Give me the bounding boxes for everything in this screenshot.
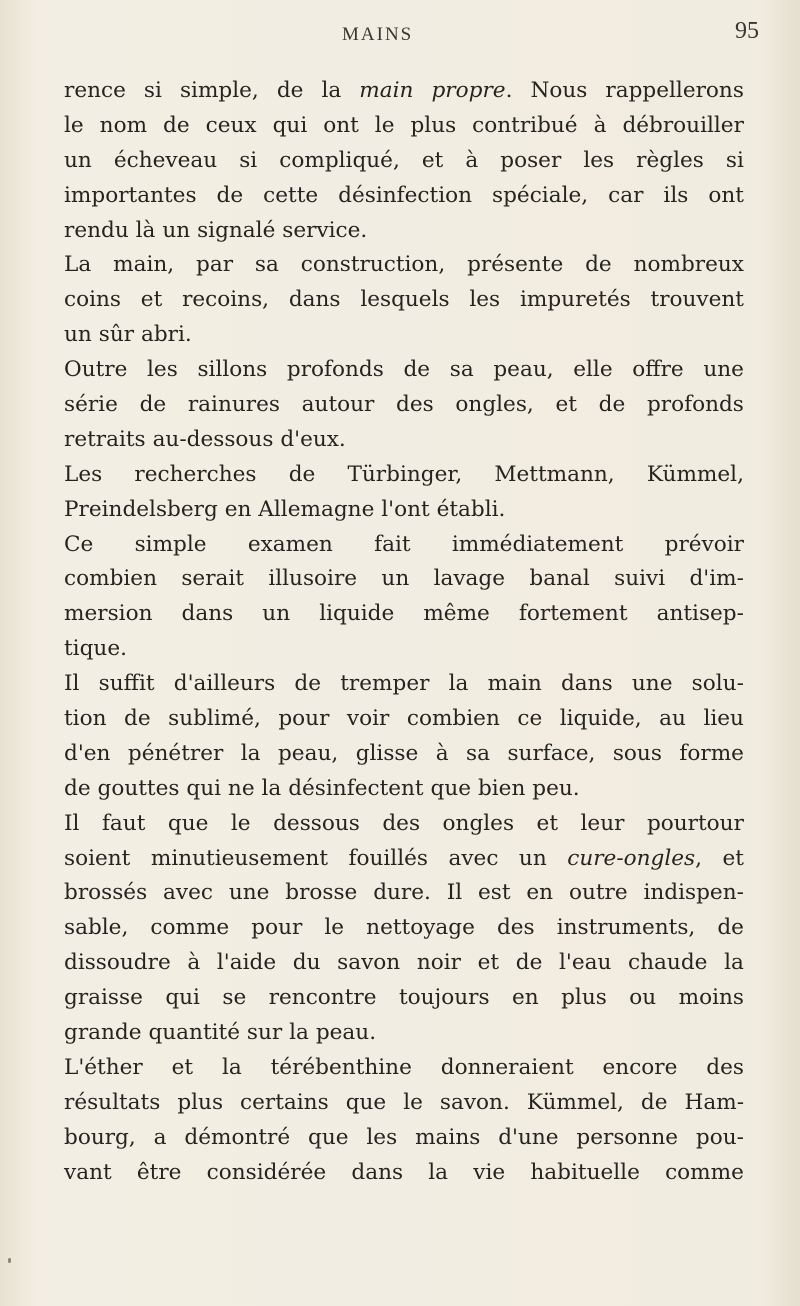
word: sa — [466, 740, 491, 766]
word: outre — [568, 880, 628, 906]
word: être — [136, 1159, 182, 1185]
word: chaude — [628, 950, 708, 976]
word: suffit — [98, 671, 155, 697]
word: gouttes — [97, 775, 180, 801]
word: encore — [602, 1054, 678, 1080]
text-line — [64, 1051, 744, 1086]
text-line — [64, 423, 744, 458]
word: simple — [134, 531, 207, 557]
word: que — [345, 1089, 387, 1115]
word: d'une — [498, 1124, 559, 1150]
word: se — [222, 985, 247, 1011]
word: de — [515, 950, 543, 976]
word: le — [374, 112, 395, 138]
word: peau, — [493, 357, 554, 383]
word: sable, — [64, 915, 129, 941]
text-line — [64, 702, 744, 737]
word: serait — [181, 566, 244, 592]
text-line — [64, 842, 744, 877]
word: Ham- — [684, 1089, 744, 1115]
text-line — [64, 981, 744, 1016]
word: poser — [500, 147, 562, 173]
text-line — [64, 737, 744, 772]
body-text — [64, 74, 744, 1191]
word: que — [430, 775, 472, 801]
word: la — [724, 950, 744, 976]
word: établi. — [436, 496, 506, 522]
word: sublimé, — [168, 706, 261, 732]
word: combien — [406, 706, 500, 732]
text-line — [64, 911, 744, 946]
word: pour — [278, 706, 330, 732]
word: forme — [679, 740, 744, 766]
word: prévoir — [664, 531, 744, 557]
word: certains — [240, 1089, 329, 1115]
word: l'eau — [559, 950, 612, 976]
word: des — [706, 1054, 744, 1080]
word: de — [276, 78, 304, 103]
word: sa — [254, 252, 279, 278]
word: la — [448, 671, 469, 697]
word: cette — [263, 182, 319, 208]
word: là — [135, 217, 156, 243]
word: voir — [346, 706, 390, 732]
word: instruments, — [556, 915, 696, 941]
word: en — [224, 496, 252, 522]
word: vant — [64, 1159, 112, 1185]
word: désinfection — [338, 182, 473, 208]
word: de — [139, 392, 167, 418]
word: la — [289, 1020, 309, 1046]
word: vie — [473, 1159, 506, 1185]
word: la — [321, 78, 342, 103]
word: à — [465, 147, 479, 173]
word: savon — [337, 950, 401, 976]
word: pénétrer — [127, 740, 224, 766]
word: dans — [351, 1159, 404, 1185]
word: spéciale, — [492, 182, 589, 208]
word: sûr — [98, 322, 135, 348]
text-line — [64, 772, 744, 807]
word: le — [403, 1089, 423, 1115]
word: offre — [632, 357, 684, 383]
word: main — [359, 78, 414, 103]
word: fouillés — [348, 845, 428, 871]
word: simple, — [179, 78, 259, 103]
text-line — [64, 248, 744, 283]
word: avec — [163, 880, 213, 906]
word: moins — [678, 985, 744, 1011]
word: que — [167, 810, 209, 836]
word: donneraient — [440, 1054, 574, 1080]
word: écheveau — [113, 147, 218, 173]
page-number: 95 — [735, 18, 759, 44]
word: Il — [446, 880, 463, 906]
word: si — [725, 147, 744, 173]
word: dure. — [373, 880, 431, 906]
word: suivi — [614, 566, 666, 592]
word: et — [555, 392, 577, 418]
word: abri. — [140, 322, 192, 348]
word: un — [381, 566, 410, 592]
word: par — [196, 252, 234, 278]
word: qui — [186, 775, 222, 801]
word: service. — [282, 217, 368, 243]
word: brossés — [64, 880, 148, 906]
word: de — [288, 461, 316, 487]
word: fortement — [518, 601, 628, 627]
word: leur — [580, 810, 625, 836]
word: les — [583, 147, 615, 173]
word: du — [292, 950, 321, 976]
word: cure-ongles, — [567, 845, 702, 871]
text-line — [64, 74, 744, 109]
text-line — [64, 946, 744, 981]
word: même — [423, 601, 490, 627]
word: comme — [665, 1159, 744, 1185]
word: des — [496, 915, 535, 941]
text-line — [64, 1086, 744, 1121]
word: plus — [410, 112, 457, 138]
word: Outre — [64, 357, 128, 383]
word: ou — [629, 985, 657, 1011]
word: ils — [663, 182, 689, 208]
word: térébenthine — [270, 1054, 412, 1080]
word: combien — [64, 566, 157, 592]
word: le — [230, 810, 251, 836]
word: peu. — [532, 775, 580, 801]
word: et — [722, 845, 744, 871]
word: en — [511, 985, 539, 1011]
word: et — [421, 147, 444, 173]
word: de — [717, 915, 744, 941]
text-line — [64, 1156, 744, 1191]
word: toujours — [398, 985, 490, 1011]
word: signalé — [197, 217, 276, 243]
word: de — [163, 112, 190, 138]
word: dessous — [273, 810, 360, 836]
text-line — [64, 179, 744, 214]
word: nettoyage — [366, 915, 475, 941]
word: lieu — [703, 706, 744, 732]
text-line — [64, 807, 744, 842]
word: et — [477, 950, 500, 976]
word: nom — [99, 112, 148, 138]
word: que — [308, 1124, 349, 1150]
word: avec — [448, 845, 499, 871]
text-line — [64, 388, 744, 423]
word: une — [703, 357, 744, 383]
word: examen — [247, 531, 333, 557]
word: noir — [416, 950, 461, 976]
word: de — [585, 252, 612, 278]
word: peau, — [277, 740, 339, 766]
word: sous — [612, 740, 662, 766]
word: minutieusement — [150, 845, 329, 871]
text-line — [64, 667, 744, 702]
word: comme — [150, 915, 230, 941]
word: à — [593, 112, 607, 138]
word: de — [598, 392, 626, 418]
running-title: MAINS — [342, 24, 414, 45]
word: et — [171, 1054, 194, 1080]
word: si — [143, 78, 162, 103]
word: banal — [529, 566, 590, 592]
word: rence — [64, 78, 126, 103]
word: Il — [64, 671, 80, 697]
word: des — [396, 392, 434, 418]
text-line — [64, 1121, 744, 1156]
word: un — [262, 601, 291, 627]
word: de — [640, 1089, 668, 1115]
word: profonds — [646, 392, 744, 418]
word: et — [536, 810, 559, 836]
word: de — [216, 182, 244, 208]
word: antisep- — [656, 601, 744, 627]
word: immédiatement — [451, 531, 624, 557]
word: a — [153, 1124, 167, 1150]
word: d'ailleurs — [173, 671, 276, 697]
word: tique. — [64, 636, 127, 662]
word: ont — [323, 112, 359, 138]
word: le — [324, 915, 345, 941]
text-line — [64, 109, 744, 144]
word: habituelle — [530, 1159, 640, 1185]
word: règles — [636, 147, 704, 173]
word: elle — [573, 357, 613, 383]
word: nombreux — [633, 252, 744, 278]
text-line — [64, 318, 744, 353]
word: sa — [449, 357, 474, 383]
word: La — [64, 252, 92, 278]
word: présente — [467, 252, 564, 278]
word: dans — [181, 601, 234, 627]
word: une — [228, 880, 270, 906]
word: faut — [101, 810, 146, 836]
word: car — [608, 182, 644, 208]
word: ongles — [442, 810, 515, 836]
word: un — [162, 217, 191, 243]
word: si — [239, 147, 258, 173]
word: d'en — [64, 740, 111, 766]
word: dans — [560, 671, 613, 697]
word: ce — [517, 706, 543, 732]
word: de — [64, 775, 91, 801]
word: qui — [272, 112, 308, 138]
text-line — [64, 562, 744, 597]
word: impuretés — [519, 287, 631, 313]
word: graisse — [64, 985, 143, 1011]
word: la — [428, 1159, 449, 1185]
word: glisse — [355, 740, 419, 766]
word: Kümmel, — [646, 461, 744, 487]
word: de — [403, 357, 431, 383]
word: fait — [374, 531, 411, 557]
word: au — [659, 706, 686, 732]
word: rainures — [187, 392, 280, 418]
word: grande — [64, 1020, 142, 1046]
word: Il — [64, 810, 80, 836]
text-line — [64, 214, 744, 249]
word: démontré — [184, 1124, 291, 1150]
word: en — [526, 880, 554, 906]
word: des — [382, 810, 421, 836]
word: liquide, — [559, 706, 642, 732]
word: sur — [246, 1020, 283, 1046]
word: peau. — [315, 1020, 377, 1046]
word: brosse — [285, 880, 358, 906]
word: illusoire — [268, 566, 358, 592]
word: personne — [576, 1124, 679, 1150]
word: à — [187, 950, 201, 976]
word: lavage — [433, 566, 506, 592]
page-blemish — [8, 1258, 11, 1263]
word: d'im- — [689, 566, 744, 592]
text-line — [64, 1016, 744, 1051]
word: compliqué, — [279, 147, 400, 173]
word: rendu — [64, 217, 129, 243]
word: considérée — [206, 1159, 327, 1185]
word: profonds — [286, 357, 384, 383]
word: autour — [301, 392, 375, 418]
word: Nous — [530, 78, 588, 103]
word: Allemagne — [258, 496, 375, 522]
word: ceux — [205, 112, 257, 138]
word: pourtour — [646, 810, 744, 836]
word: au-dessous — [152, 426, 274, 452]
word: est — [478, 880, 511, 906]
word: à — [435, 740, 449, 766]
word: Türbinger, — [347, 461, 463, 487]
word: recoins, — [182, 287, 270, 313]
word: la — [221, 1054, 242, 1080]
word: de — [294, 671, 322, 697]
word: pour — [251, 915, 303, 941]
word: l'ont — [381, 496, 430, 522]
word: construction, — [300, 252, 446, 278]
word: coins — [64, 287, 121, 313]
text-line — [64, 353, 744, 388]
word: série — [64, 392, 118, 418]
word: recherches — [134, 461, 257, 487]
word: retraits — [64, 426, 146, 452]
text-line — [64, 632, 744, 667]
word: L'éther — [64, 1054, 143, 1080]
word: dissoudre — [64, 950, 171, 976]
word: tremper — [340, 671, 430, 697]
word: rencontre — [268, 985, 377, 1011]
text-line — [64, 144, 744, 179]
word: Mettmann, — [494, 461, 615, 487]
word: Kümmel, — [526, 1089, 624, 1115]
word: ongles, — [455, 392, 534, 418]
word: indispen- — [643, 880, 744, 906]
word: quantité — [148, 1020, 240, 1046]
text-line — [64, 493, 744, 528]
word: solu- — [691, 671, 744, 697]
text-line — [64, 876, 744, 911]
word: ont — [708, 182, 744, 208]
word: un — [64, 322, 92, 348]
word: tion — [64, 706, 107, 732]
word: désinfectent — [288, 775, 424, 801]
word: Preindelsberg — [64, 496, 218, 522]
word: l'aide — [216, 950, 277, 976]
word: Les — [64, 461, 103, 487]
word: débrouiller — [622, 112, 744, 138]
word: d'eux. — [280, 426, 346, 452]
word: le — [64, 112, 84, 138]
word: sillons — [197, 357, 268, 383]
word: mersion — [64, 601, 153, 627]
word: lesquels — [360, 287, 450, 313]
word: main, — [113, 252, 175, 278]
word: un — [518, 845, 547, 871]
text-line — [64, 597, 744, 632]
word: main — [487, 671, 542, 697]
word: dans — [288, 287, 341, 313]
word: la — [240, 740, 261, 766]
word: la — [261, 775, 282, 801]
word: mains — [415, 1124, 481, 1150]
word: un — [64, 147, 92, 173]
word: pou- — [695, 1124, 744, 1150]
word: surface, — [507, 740, 596, 766]
word: ne — [227, 775, 255, 801]
word: rappellerons — [605, 78, 744, 103]
word: savon. — [439, 1089, 510, 1115]
word: qui — [165, 985, 200, 1011]
word: importantes — [64, 182, 197, 208]
word: de — [124, 706, 151, 732]
word: propre. — [431, 78, 513, 103]
word: bien — [477, 775, 526, 801]
word: Ce — [64, 531, 94, 557]
word: résultats — [64, 1089, 161, 1115]
word: les — [366, 1124, 398, 1150]
text-line — [64, 283, 744, 318]
word: les — [147, 357, 178, 383]
word: et — [140, 287, 163, 313]
text-line — [64, 528, 744, 563]
word: trouvent — [650, 287, 744, 313]
word: une — [631, 671, 673, 697]
word: liquide — [319, 601, 395, 627]
text-line — [64, 458, 744, 493]
word: plus — [177, 1089, 224, 1115]
word: plus — [561, 985, 607, 1011]
word: soient — [64, 845, 131, 871]
word: bourg, — [64, 1124, 136, 1150]
word: contribué — [472, 112, 578, 138]
word: les — [469, 287, 501, 313]
